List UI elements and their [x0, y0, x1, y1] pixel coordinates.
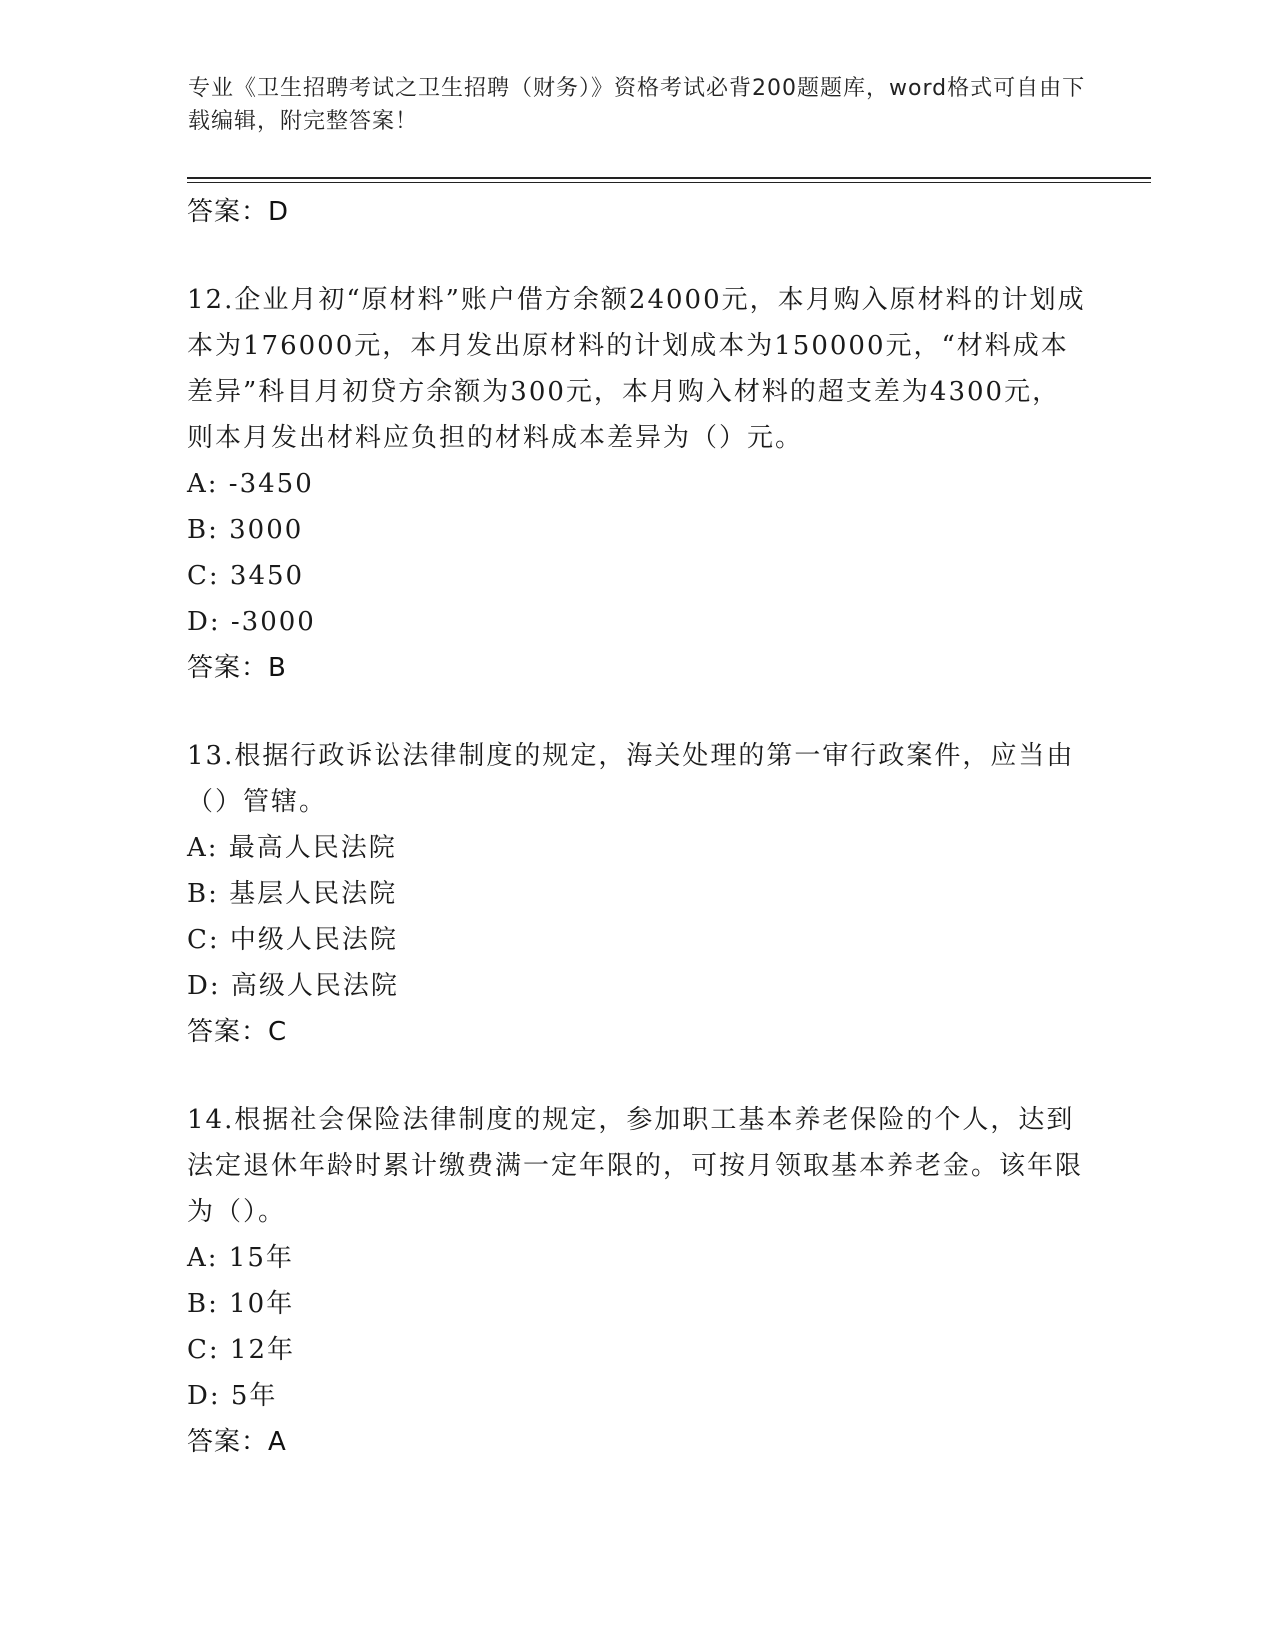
page-header: 专业《卫生招聘考试之卫生招聘（财务）》资格考试必背200题题库，word格式可自由下载编辑，附完整答案！: [188, 76, 1086, 134]
option-b: B: 10年: [187, 1289, 295, 1319]
question-text: 12.企业月初“原材料”账户借方余额24000元，本月购入原材料的计划成本为176000元，本月发出原材料的计划成本为150000元，“材料成本差异”科目月初贷方余额为300元，本月购入材料的超支差为4300元，则本月发出材料应负担的材料成本差异为（）元。: [187, 285, 1086, 453]
question-text: 14.根据社会保险法律制度的规定，参加职工基本养老保险的个人，达到法定退休年龄时累计缴费满一定年限的，可按月领取基本养老金。该年限为（）。: [187, 1105, 1084, 1227]
answer-line: 答案：C: [187, 1017, 288, 1047]
question-block-13: [187, 733, 1087, 1055]
document-body: [187, 189, 1087, 1465]
option-a: A: 最高人民法院: [187, 833, 397, 863]
option-b: B: 3000: [187, 515, 304, 545]
option-c: C: 中级人民法院: [187, 925, 398, 955]
option-a: A: 15年: [187, 1243, 294, 1273]
question-block-14: [187, 1097, 1087, 1465]
answer-line: 答案：D: [187, 197, 290, 227]
question-text: 13.根据行政诉讼法律制度的规定，海关处理的第一审行政案件，应当由（）管辖。: [187, 741, 1075, 817]
option-d: D: 高级人民法院: [187, 971, 399, 1001]
option-c: C: 12年: [187, 1335, 296, 1365]
header-divider-thick: [187, 177, 1151, 179]
option-b: B: 基层人民法院: [187, 879, 398, 909]
answer-line: 答案：A: [187, 1427, 287, 1457]
option-d: D: -3000: [187, 607, 316, 637]
header-divider-thin: [187, 182, 1151, 183]
option-a: A: -3450: [187, 469, 314, 499]
answer-line: 答案：B: [187, 653, 287, 683]
option-c: C: 3450: [187, 561, 305, 591]
option-d: D: 5年: [187, 1381, 278, 1411]
question-block-12: [187, 277, 1087, 691]
